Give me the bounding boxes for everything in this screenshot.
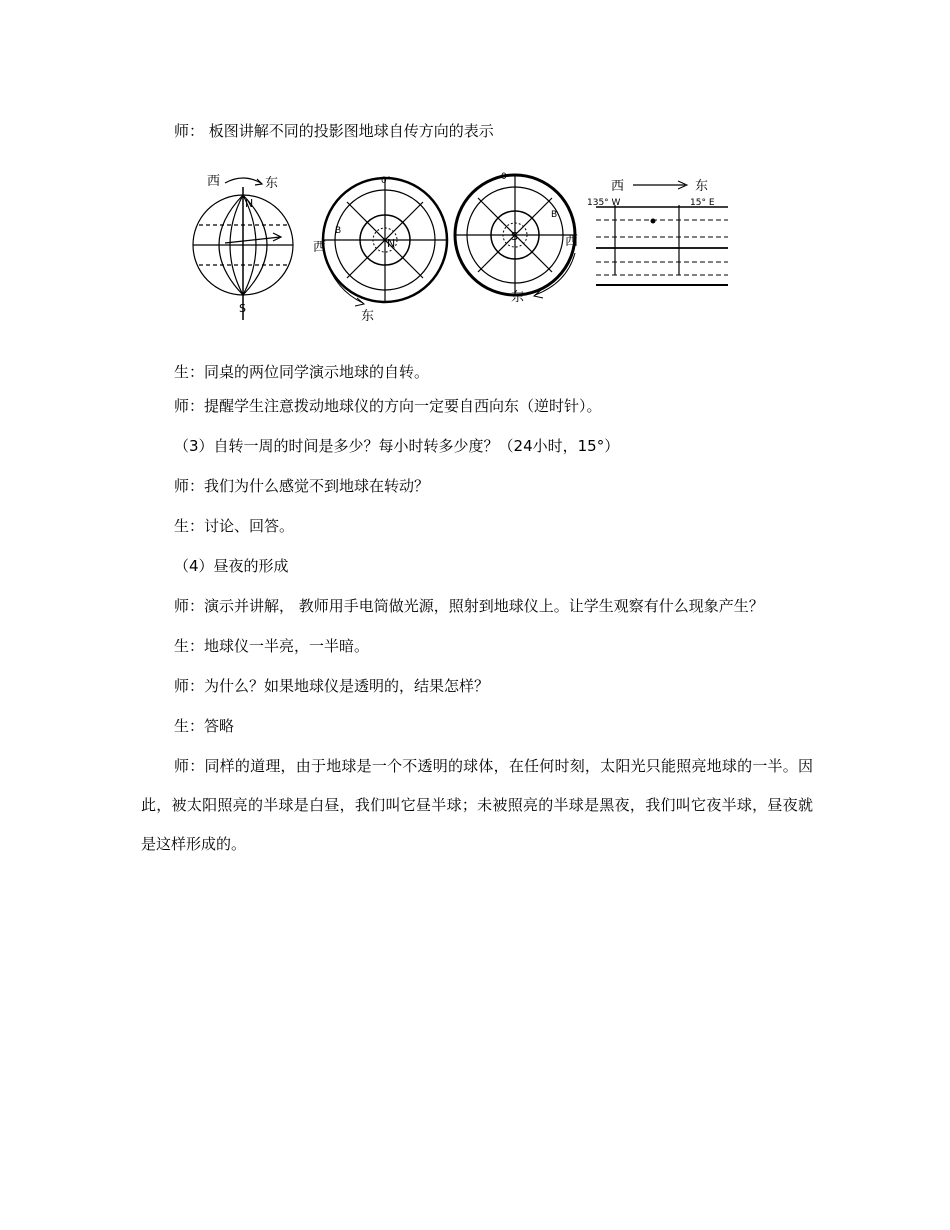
map-west-label: 西 — [611, 179, 625, 194]
text-line-1: 师： 板图讲解不同的投影图地球自传方向的表示 — [174, 122, 494, 140]
map-lon-left-label: 135° W — [587, 198, 621, 208]
text-line-4: （3）自转一周的时间是多少？每小时转多少度？（24小时，15°） — [174, 437, 620, 455]
earth-rotation-figure — [185, 165, 745, 340]
closing-paragraph: 师：同样的道理，由于地球是一个不透明的球体，在任何时刻，太阳光只能照亮地球的一半。因此，被太阳照亮的半球是白昼，我们叫它昼半球；未被照亮的半球是黑夜，我们叫它夜半球，昼夜就是这样形成的。 — [141, 757, 813, 853]
south-polar-b-label: B — [551, 210, 558, 220]
south-polar-east-label: 东 — [511, 290, 525, 305]
text-line-6: 生：讨论、回答。 — [174, 517, 295, 535]
globe-north-label: N — [245, 197, 254, 210]
south-polar-pole-label: S — [511, 230, 518, 243]
globe-east-label: 东 — [265, 176, 279, 191]
text-line-9: 生：地球仪一半亮，一半暗。 — [174, 637, 370, 655]
south-polar-west-label: 西 — [565, 234, 579, 249]
text-line-8: 师：演示并讲解， 教师用手电筒做光源，照射到地球仪上。让学生观察有什么现象产生？ — [174, 597, 764, 615]
map-diagram — [596, 181, 728, 285]
north-polar-top-label: 0° — [381, 176, 392, 186]
globe-diagram — [193, 178, 293, 320]
globe-south-label: S — [239, 302, 246, 315]
map-east-label: 东 — [695, 179, 709, 194]
text-line-5: 师：我们为什么感觉不到地球在转动？ — [174, 477, 430, 495]
map-lon-right-label: 15° E — [690, 198, 715, 208]
text-line-10: 师：为什么？如果地球仪是透明的，结果怎样？ — [174, 677, 490, 695]
north-polar-east-label: 东 — [361, 309, 375, 324]
globe-west-label: 西 — [207, 174, 221, 189]
text-line-7: （4）昼夜的形成 — [174, 557, 289, 575]
text-line-2: 生：同桌的两位同学演示地球的自转。 — [174, 363, 430, 381]
north-polar-pole-label: N — [387, 237, 396, 250]
south-polar-top-label: 0 — [501, 172, 507, 182]
text-line-3: 师：提醒学生注意拨动地球仪的方向一定要自西向东（逆时针）。 — [174, 397, 602, 415]
north-polar-west-label: 西 — [313, 240, 327, 255]
text-line-11: 生：答略 — [174, 717, 235, 735]
north-polar-b-label: B — [335, 226, 342, 236]
north-polar-diagram — [323, 178, 447, 306]
